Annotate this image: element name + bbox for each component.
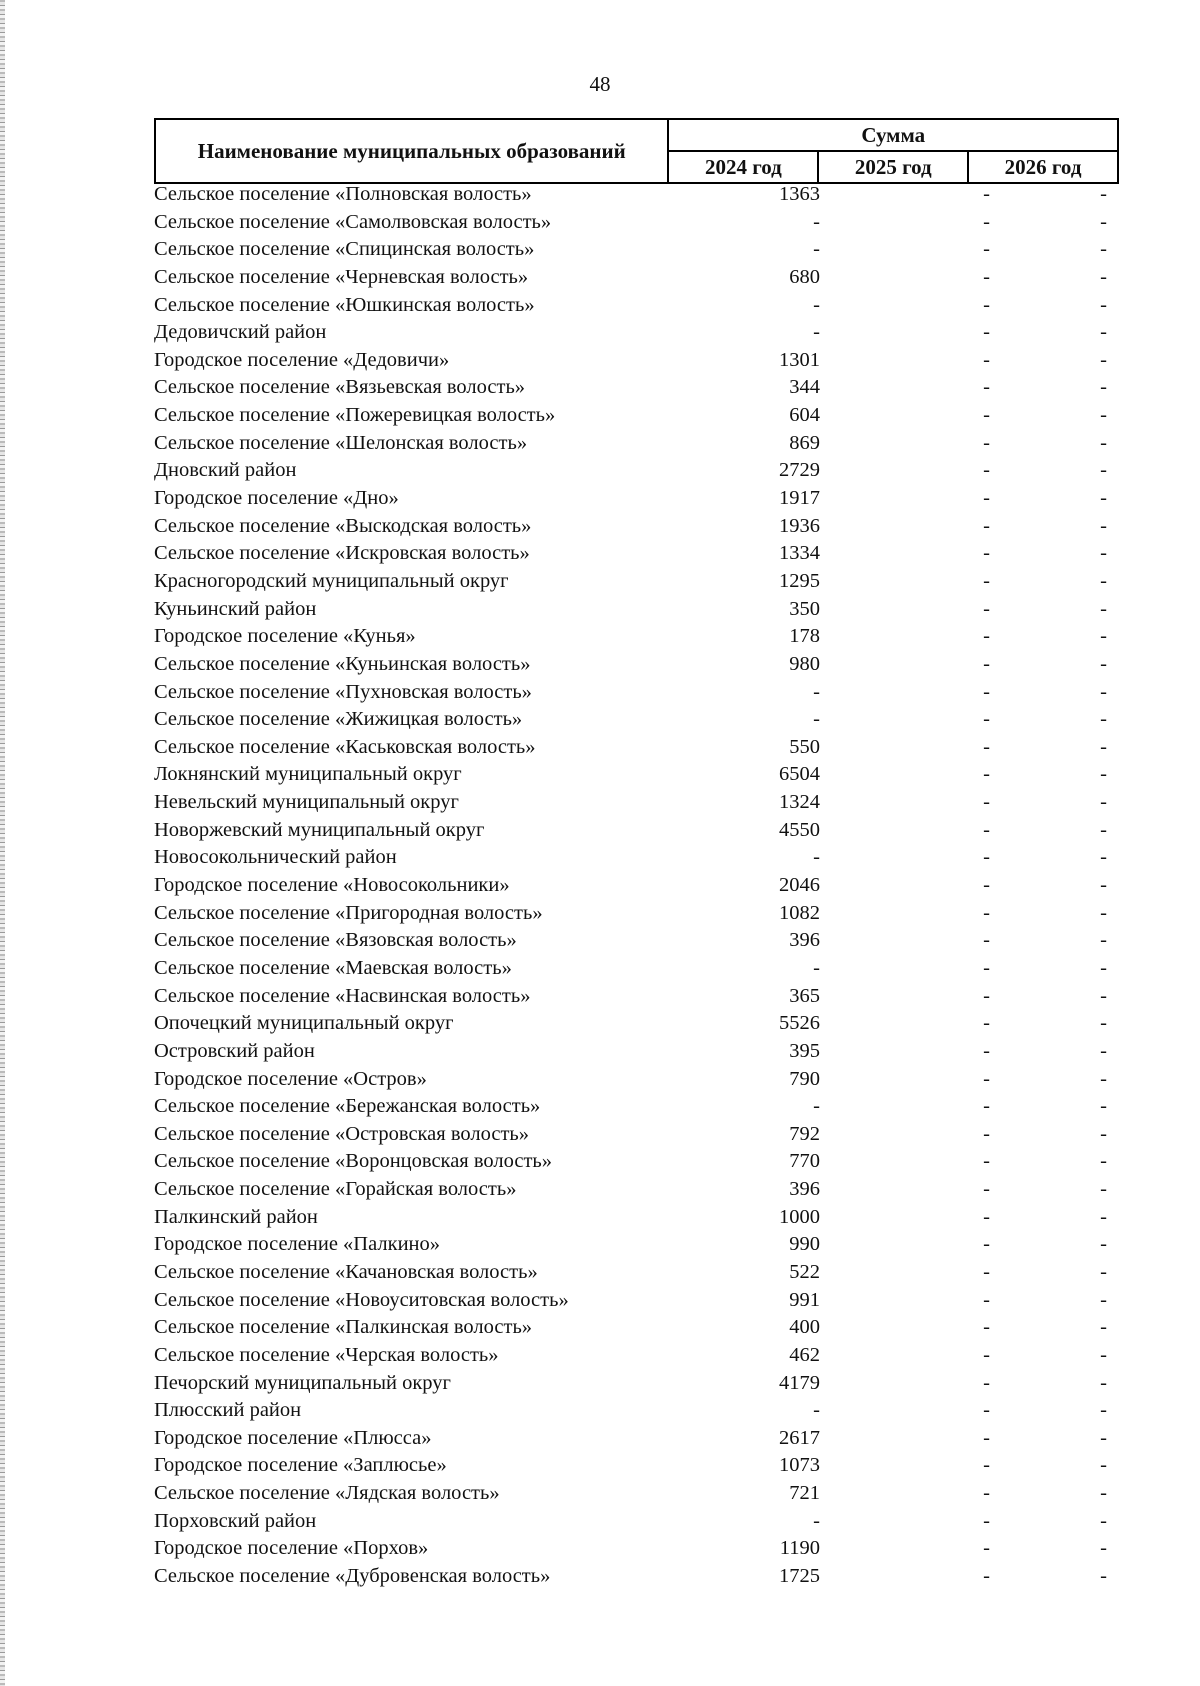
row-value-2024: 2046	[779, 874, 820, 897]
row-name: Сельское поселение «Насвинская волость»	[154, 984, 531, 1007]
row-value-2025: -	[983, 1343, 990, 1366]
table-row	[154, 789, 1119, 817]
row-value-2026: -	[1100, 210, 1107, 233]
row-value-2025: -	[983, 929, 990, 952]
row-value-2026: -	[1100, 1316, 1107, 1339]
row-value-2026: -	[1100, 404, 1107, 427]
row-value-2025: -	[983, 818, 990, 841]
table-row	[154, 1452, 1119, 1480]
table-row	[154, 1066, 1119, 1094]
row-value-2025: -	[983, 1095, 990, 1118]
row-value-2024: -	[813, 956, 820, 979]
table-row	[154, 1480, 1119, 1508]
row-value-2026: -	[1100, 1482, 1107, 1505]
row-value-2025: -	[983, 210, 990, 233]
row-value-2024: 344	[789, 376, 820, 399]
row-value-2025: -	[983, 321, 990, 344]
table-row	[154, 568, 1119, 596]
row-name: Сельское поселение «Пригородная волость»	[154, 901, 543, 924]
table-row	[154, 1425, 1119, 1453]
page-number: 48	[589, 72, 611, 96]
row-name: Сельское поселение «Вязьевская волость»	[154, 376, 526, 399]
row-value-2026: -	[1100, 791, 1107, 814]
row-name: Сельское поселение «Пухновская волость»	[154, 680, 532, 703]
row-value-2026: -	[1100, 569, 1107, 592]
row-value-2026: -	[1100, 625, 1107, 648]
row-value-2024: 4550	[779, 818, 820, 841]
row-value-2026: -	[1100, 956, 1107, 979]
table-row	[154, 236, 1119, 264]
row-value-2024: 396	[789, 1178, 820, 1201]
row-value-2026: -	[1100, 763, 1107, 786]
row-value-2024: 790	[789, 1067, 820, 1090]
row-value-2026: -	[1100, 293, 1107, 316]
row-value-2025: -	[983, 1482, 990, 1505]
row-name: Сельское поселение «Лядская волость»	[154, 1482, 500, 1505]
row-value-2026: -	[1100, 984, 1107, 1007]
row-value-2026: -	[1100, 1260, 1107, 1283]
row-value-2026: -	[1100, 542, 1107, 565]
row-value-2024: 2617	[779, 1426, 820, 1449]
row-value-2025: -	[983, 791, 990, 814]
row-name: Новосокольнический район	[154, 846, 397, 869]
row-value-2026: -	[1100, 1122, 1107, 1145]
row-value-2024: 991	[789, 1288, 820, 1311]
row-value-2025: -	[983, 293, 990, 316]
row-value-2025: -	[983, 1426, 990, 1449]
table-row	[154, 1535, 1119, 1563]
row-value-2024: -	[813, 293, 820, 316]
row-name: Городское поселение «Остров»	[154, 1067, 427, 1090]
row-name: Островский район	[154, 1039, 315, 1062]
row-value-2024: 680	[789, 265, 820, 288]
row-name: Опочецкий муниципальный округ	[154, 1012, 454, 1035]
row-value-2024: 1082	[779, 901, 820, 924]
row-value-2026: -	[1100, 680, 1107, 703]
table-row	[154, 651, 1119, 679]
row-name: Сельское поселение «Юшкинская волость»	[154, 293, 535, 316]
row-value-2024: 2729	[779, 459, 820, 482]
row-value-2025: -	[983, 1178, 990, 1201]
row-value-2025: -	[983, 625, 990, 648]
row-name: Локнянский муниципальный округ	[154, 763, 462, 786]
row-value-2026: -	[1100, 901, 1107, 924]
row-value-2024: 980	[789, 652, 820, 675]
row-value-2024: 1190	[779, 1537, 820, 1560]
table-row	[154, 1176, 1119, 1204]
row-value-2025: -	[983, 1150, 990, 1173]
table-row	[154, 1370, 1119, 1398]
row-value-2025: -	[983, 404, 990, 427]
row-value-2025: -	[983, 348, 990, 371]
row-value-2026: -	[1100, 735, 1107, 758]
table-row	[154, 347, 1119, 375]
row-value-2026: -	[1100, 1565, 1107, 1588]
row-value-2026: -	[1100, 1095, 1107, 1118]
row-name: Сельское поселение «Спицинская волость»	[154, 238, 535, 261]
row-value-2024: 178	[789, 625, 820, 648]
row-value-2025: -	[983, 597, 990, 620]
row-name: Сельское поселение «Бережанская волость»	[154, 1095, 541, 1118]
row-name: Сельское поселение «Новоуситовская волость»	[154, 1288, 569, 1311]
row-value-2025: -	[983, 1288, 990, 1311]
table-row	[154, 1563, 1119, 1591]
row-value-2025: -	[983, 680, 990, 703]
row-value-2025: -	[983, 514, 990, 537]
header-year-2026: 2026 год	[968, 151, 1118, 183]
row-value-2024: 1363	[779, 183, 820, 205]
row-value-2025: -	[983, 984, 990, 1007]
table-row	[154, 1342, 1119, 1370]
row-name: Красногородский муниципальный округ	[154, 569, 509, 592]
row-name: Сельское поселение «Вязовская волость»	[154, 929, 517, 952]
row-name: Палкинский район	[154, 1205, 318, 1228]
table-row	[154, 1259, 1119, 1287]
row-value-2026: -	[1100, 376, 1107, 399]
row-value-2026: -	[1100, 1178, 1107, 1201]
table-row	[154, 209, 1119, 237]
row-value-2026: -	[1100, 431, 1107, 454]
row-value-2024: 6504	[779, 763, 820, 786]
row-value-2024: -	[813, 846, 820, 869]
row-value-2026: -	[1100, 874, 1107, 897]
row-value-2026: -	[1100, 1509, 1107, 1532]
row-name: Городское поселение «Новосокольники»	[154, 874, 510, 897]
table-row	[154, 1121, 1119, 1149]
table-row	[154, 457, 1119, 485]
row-value-2025: -	[983, 1233, 990, 1256]
row-value-2024: 396	[789, 929, 820, 952]
row-value-2024: 1000	[779, 1205, 820, 1228]
row-name: Сельское поселение «Самолвовская волость»	[154, 210, 552, 233]
table-row	[154, 513, 1119, 541]
row-name: Городское поселение «Дедовичи»	[154, 348, 450, 371]
row-value-2026: -	[1100, 1454, 1107, 1477]
row-name: Дедовичский район	[154, 321, 327, 344]
row-value-2025: -	[983, 1205, 990, 1228]
row-name: Городское поселение «Кунья»	[154, 625, 416, 648]
row-value-2024: -	[813, 1399, 820, 1422]
row-value-2025: -	[983, 1537, 990, 1560]
row-name: Сельское поселение «Воронцовская волость»	[154, 1150, 553, 1173]
row-name: Куньинский район	[154, 597, 317, 620]
row-value-2025: -	[983, 1260, 990, 1283]
row-name: Сельское поселение «Черская волость»	[154, 1343, 499, 1366]
row-value-2025: -	[983, 956, 990, 979]
table-row	[154, 927, 1119, 955]
row-value-2024: 395	[789, 1039, 820, 1062]
table-row	[154, 540, 1119, 568]
row-name: Новоржевский муниципальный округ	[154, 818, 485, 841]
row-name: Сельское поселение «Островская волость»	[154, 1122, 530, 1145]
row-name: Сельское поселение «Выскодская волость»	[154, 514, 532, 537]
table-row	[154, 1038, 1119, 1066]
table-row	[154, 1397, 1119, 1425]
row-value-2025: -	[983, 569, 990, 592]
row-value-2024: 1073	[779, 1454, 820, 1477]
table-row	[154, 181, 1119, 209]
row-value-2025: -	[983, 901, 990, 924]
row-value-2024: 365	[789, 984, 820, 1007]
row-value-2026: -	[1100, 514, 1107, 537]
row-value-2025: -	[983, 846, 990, 869]
row-value-2025: -	[983, 1316, 990, 1339]
row-name: Сельское поселение «Пожеревицкая волость»	[154, 404, 556, 427]
row-value-2024: -	[813, 238, 820, 261]
row-name: Сельское поселение «Полновская волость»	[154, 183, 532, 205]
table-row	[154, 706, 1119, 734]
row-name: Сельское поселение «Каськовская волость»	[154, 735, 536, 758]
row-value-2024: 1301	[779, 348, 820, 371]
table-row	[154, 1204, 1119, 1232]
table-row	[154, 983, 1119, 1011]
row-name: Дновский район	[154, 459, 297, 482]
row-value-2026: -	[1100, 846, 1107, 869]
row-value-2024: -	[813, 321, 820, 344]
table-row	[154, 596, 1119, 624]
row-value-2024: 770	[789, 1150, 820, 1173]
row-value-2026: -	[1100, 265, 1107, 288]
row-value-2026: -	[1100, 1399, 1107, 1422]
table-row	[154, 872, 1119, 900]
row-name: Городское поселение «Плюсса»	[154, 1426, 432, 1449]
header-year-2024: 2024 год	[668, 151, 818, 183]
table-row	[154, 679, 1119, 707]
row-value-2025: -	[983, 376, 990, 399]
row-value-2024: 1936	[779, 514, 820, 537]
row-value-2026: -	[1100, 238, 1107, 261]
row-value-2024: 550	[789, 735, 820, 758]
table-row	[154, 264, 1119, 292]
row-value-2025: -	[983, 431, 990, 454]
row-name: Городское поселение «Заплюсье»	[154, 1454, 447, 1477]
row-name: Плюсский район	[154, 1399, 302, 1422]
table-row	[154, 844, 1119, 872]
row-value-2026: -	[1100, 1067, 1107, 1090]
row-value-2025: -	[983, 1122, 990, 1145]
row-value-2025: -	[983, 1012, 990, 1035]
row-value-2024: 350	[789, 597, 820, 620]
row-value-2025: -	[983, 652, 990, 675]
table-row	[154, 319, 1119, 347]
row-value-2026: -	[1100, 708, 1107, 731]
row-name: Невельский муниципальный округ	[154, 791, 459, 814]
row-value-2025: -	[983, 183, 990, 205]
row-value-2024: -	[813, 1509, 820, 1532]
row-value-2025: -	[983, 1454, 990, 1477]
row-value-2025: -	[983, 542, 990, 565]
row-value-2025: -	[983, 1399, 990, 1422]
table-row	[154, 430, 1119, 458]
table-header	[154, 118, 1119, 184]
row-value-2026: -	[1100, 183, 1107, 205]
row-value-2024: -	[813, 1095, 820, 1118]
row-name: Сельское поселение «Куньинская волость»	[154, 652, 531, 675]
table-row	[154, 734, 1119, 762]
row-value-2026: -	[1100, 929, 1107, 952]
row-value-2026: -	[1100, 597, 1107, 620]
row-value-2025: -	[983, 1371, 990, 1394]
row-value-2025: -	[983, 874, 990, 897]
table-row	[154, 1093, 1119, 1121]
row-value-2026: -	[1100, 1288, 1107, 1311]
row-value-2026: -	[1100, 1039, 1107, 1062]
row-value-2024: 869	[789, 431, 820, 454]
row-name: Сельское поселение «Шелонская волость»	[154, 431, 528, 454]
table-row	[154, 900, 1119, 928]
row-value-2025: -	[983, 1039, 990, 1062]
table-row	[154, 485, 1119, 513]
row-name: Сельское поселение «Жижицкая волость»	[154, 708, 523, 731]
table-row	[154, 374, 1119, 402]
header-sum-column: Сумма	[668, 119, 1118, 151]
table-row	[154, 1287, 1119, 1315]
row-value-2024: 1917	[779, 487, 820, 510]
row-name: Порховский район	[154, 1509, 317, 1532]
row-name: Сельское поселение «Горайская волость»	[154, 1178, 517, 1201]
row-value-2024: 1334	[779, 542, 820, 565]
row-value-2025: -	[983, 487, 990, 510]
row-value-2026: -	[1100, 818, 1107, 841]
row-value-2026: -	[1100, 1205, 1107, 1228]
table-body	[154, 181, 1119, 1591]
row-value-2024: 1324	[779, 791, 820, 814]
table-row	[154, 817, 1119, 845]
table-row	[154, 402, 1119, 430]
row-value-2026: -	[1100, 1343, 1107, 1366]
row-name: Печорский муниципальный округ	[154, 1371, 451, 1394]
table-row	[154, 1231, 1119, 1259]
row-value-2026: -	[1100, 321, 1107, 344]
row-value-2024: -	[813, 680, 820, 703]
row-value-2024: 462	[789, 1343, 820, 1366]
row-name: Сельское поселение «Качановская волость»	[154, 1260, 538, 1283]
row-value-2026: -	[1100, 1233, 1107, 1256]
row-value-2026: -	[1100, 1537, 1107, 1560]
row-name: Городское поселение «Палкино»	[154, 1233, 441, 1256]
row-value-2025: -	[983, 459, 990, 482]
row-value-2024: 4179	[779, 1371, 820, 1394]
row-value-2026: -	[1100, 487, 1107, 510]
header-year-2025: 2025 год	[818, 151, 968, 183]
row-value-2024: 721	[789, 1482, 820, 1505]
row-name: Сельское поселение «Искровская волость»	[154, 542, 530, 565]
row-name: Сельское поселение «Маевская волость»	[154, 956, 512, 979]
row-value-2024: 522	[789, 1260, 820, 1283]
table-row	[154, 292, 1119, 320]
row-name: Городское поселение «Порхов»	[154, 1537, 429, 1560]
header-name-column: Наименование муниципальных образований	[155, 119, 668, 183]
row-value-2026: -	[1100, 459, 1107, 482]
row-value-2024: 792	[789, 1122, 820, 1145]
row-name: Сельское поселение «Палкинская волость»	[154, 1316, 533, 1339]
row-value-2025: -	[983, 238, 990, 261]
row-value-2026: -	[1100, 1371, 1107, 1394]
row-name: Сельское поселение «Черневская волость»	[154, 265, 529, 288]
table-row	[154, 623, 1119, 651]
table-row	[154, 1508, 1119, 1536]
row-value-2025: -	[983, 265, 990, 288]
table-row	[154, 1314, 1119, 1342]
row-value-2026: -	[1100, 348, 1107, 371]
row-value-2025: -	[983, 1509, 990, 1532]
row-value-2025: -	[983, 1067, 990, 1090]
row-value-2026: -	[1100, 652, 1107, 675]
row-value-2024: 5526	[779, 1012, 820, 1035]
row-value-2026: -	[1100, 1012, 1107, 1035]
row-value-2024: 400	[789, 1316, 820, 1339]
row-value-2024: -	[813, 708, 820, 731]
row-value-2025: -	[983, 1565, 990, 1588]
row-value-2025: -	[983, 735, 990, 758]
scan-edge	[0, 0, 5, 1686]
row-value-2024: -	[813, 210, 820, 233]
table-row	[154, 1010, 1119, 1038]
row-value-2026: -	[1100, 1150, 1107, 1173]
row-value-2024: 1725	[779, 1565, 820, 1588]
row-value-2024: 1295	[779, 569, 820, 592]
row-value-2025: -	[983, 763, 990, 786]
row-value-2026: -	[1100, 1426, 1107, 1449]
row-value-2025: -	[983, 708, 990, 731]
table-row	[154, 955, 1119, 983]
table-row	[154, 1148, 1119, 1176]
table-row	[154, 761, 1119, 789]
row-value-2024: 604	[789, 404, 820, 427]
row-name: Сельское поселение «Дубровенская волость»	[154, 1565, 551, 1588]
row-value-2024: 990	[789, 1233, 820, 1256]
row-name: Городское поселение «Дно»	[154, 487, 399, 510]
